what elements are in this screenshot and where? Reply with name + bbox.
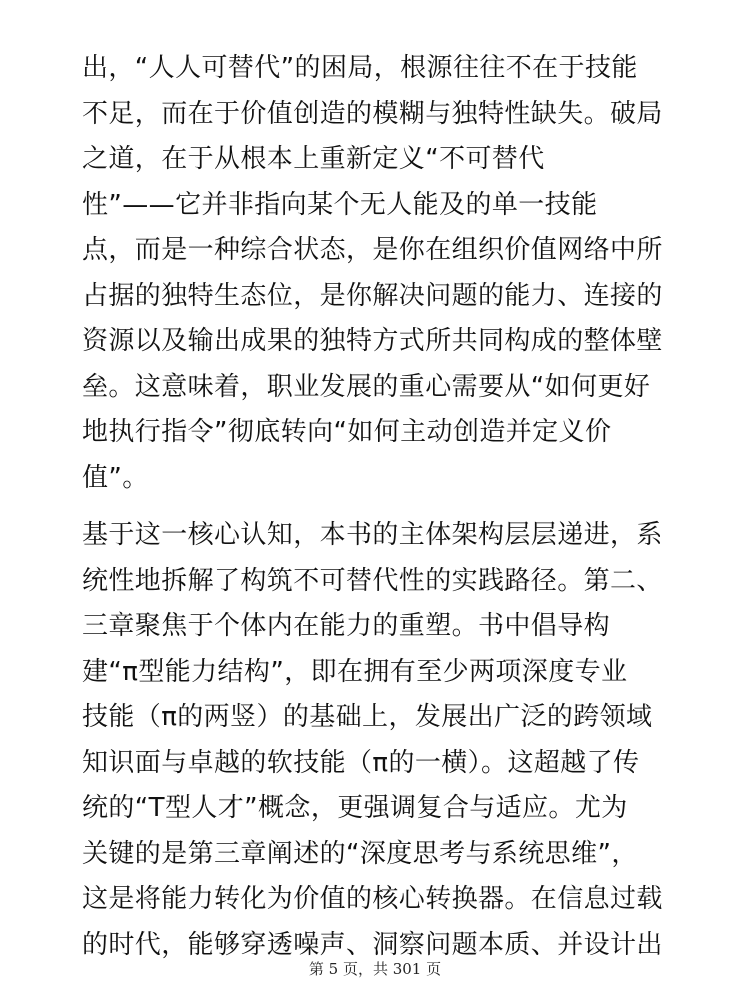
page-number: 第 5 页，共 301 页 <box>308 960 442 978</box>
text-line: 性”——它并非指向某个无人能及的单一技能 <box>82 189 598 220</box>
text-line: 之道，在于从根本上重新定义“不可替代 <box>82 144 545 174</box>
text-line: 基于这一核心认知，本书的主体架构层层递进，系 <box>82 520 663 550</box>
body-text <box>82 46 672 968</box>
text-line: 建“π型能力结构”，即在拥有至少两项深度专业 <box>82 656 628 687</box>
paragraph-2 <box>82 513 672 968</box>
text-line: 点，而是一种综合状态，是你在组织价值网络中所 <box>82 235 663 265</box>
text-line: 垒。这意味着，职业发展的重心需要从“如何更好 <box>82 371 651 402</box>
text-line: 地执行指令”彻底转向“如何主动创造并定义价 <box>82 417 612 447</box>
text-line: 统性地拆解了构筑不可替代性的实践路径。第二、 <box>82 565 663 596</box>
text-line: 统的“T型人才”概念，更强调复合与适应。尤为 <box>82 793 628 823</box>
text-line: 不足，而在于价值创造的模糊与独特性缺失。破局 <box>82 98 663 129</box>
text-line: 关键的是第三章阐述的“深度思考与系统思维”， <box>82 838 638 869</box>
text-line: 占据的独特生态位，是你解决问题的能力、连接的 <box>82 280 663 311</box>
text-line: 值”。 <box>82 462 149 493</box>
paragraph-1 <box>82 46 672 501</box>
text-line: 技能（π的两竖）的基础上，发展出广泛的跨领域 <box>82 702 653 732</box>
text-line: 资源以及输出成果的独特方式所共同构成的整体壁 <box>82 326 663 356</box>
text-line: 这是将能力转化为价值的核心转换器。在信息过载 <box>82 884 663 914</box>
text-line: 出，“人人可替代”的困局，根源往往不在于技能 <box>82 53 638 83</box>
text-line: 三章聚焦于个体内在能力的重塑。书中倡导构 <box>82 611 611 641</box>
text-line: 知识面与卓越的软技能（π的一横）。这超越了传 <box>82 747 640 778</box>
text-line: 的时代，能够穿透噪声、洞察问题本质、并设计出 <box>82 929 663 960</box>
